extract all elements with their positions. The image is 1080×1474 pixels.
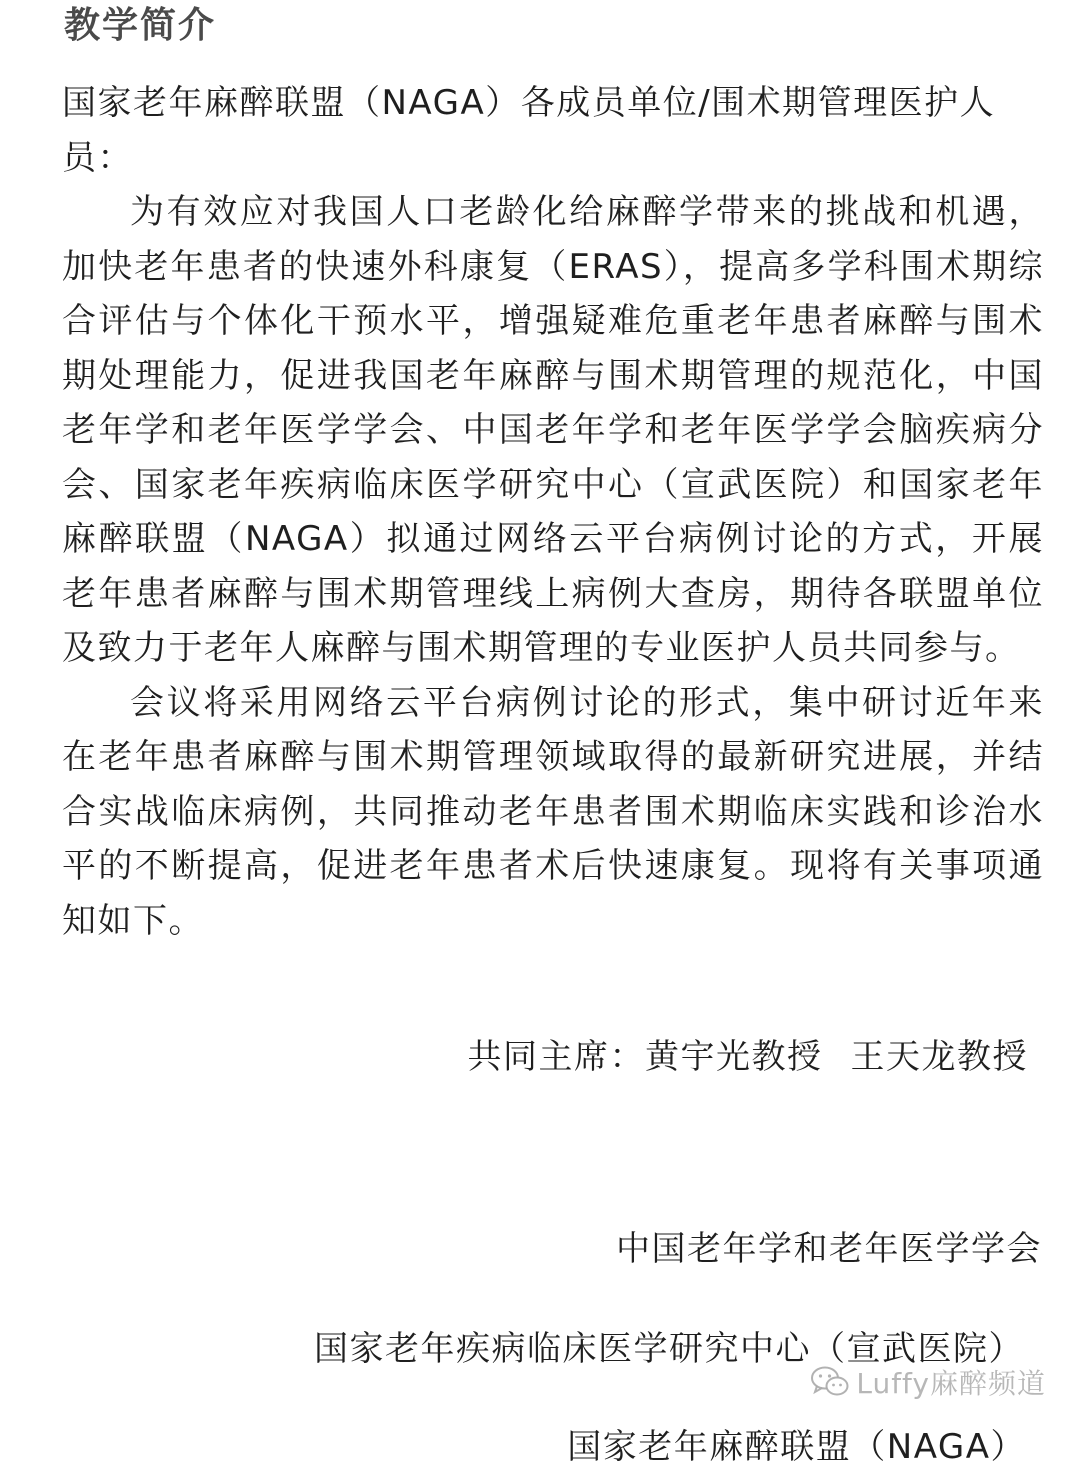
organizer-3: 国家老年麻醉联盟（NAGA） [567,1427,1026,1467]
watermark [810,1362,1046,1402]
page-title: 教学简介 [64,5,217,46]
paragraph-intro: 为有效应对我国人口老龄化给麻醉学带来的挑战和机遇，加快老年患者的快速外科康复（ERAS），提高多学科围术期综合评估与个体化干预水平，增强疑难危重老年患者麻醉与围术期处理能力，促进我国老年麻醉与围术期管理的规范化，中国老年学和老年医学学会、中国老年学和老年医学学会脑疾病分会、国家老年疾病临床医学研究中心（宣武医院）和国家老年麻醉联盟（NAGA）拟通过网络云平台病例讨论的方式，开展老年患者麻醉与围术期管理线上病例大查房，期待各联盟单位及致力于老年人麻醉与围术期管理的专业医护人员共同参与。 [62,192,1044,668]
organizer-1: 中国老年学和老年医学学会 [616,1229,1042,1269]
greeting: 国家老年麻醉联盟（NAGA）各成员单位/围术期管理医护人员： [62,83,996,178]
chair-name-1: 黄宇光教授 [645,1037,823,1077]
wechat-icon [810,1365,850,1399]
chair-name-2: 王天龙教授 [850,1037,1028,1077]
paragraph-meeting: 会议将采用网络云平台病例讨论的形式，集中研讨近年来在老年患者麻醉与围术期管理领域取得的最新研究进展，并结合实战临床病例，共同推动老年患者围术期临床实践和诊治水平的不断提高，促进老年患者术后快速康复。现将有关事项通知如下。 [62,682,1044,941]
co-chairs [468,1030,1029,1084]
watermark-text: Luffy麻醉频道 [856,1367,1046,1400]
notice-body [62,76,1044,948]
co-chairs-label: 共同主席： [467,1037,645,1077]
organizer-2: 国家老年疾病临床医学研究中心（宣武医院） [314,1329,1024,1369]
